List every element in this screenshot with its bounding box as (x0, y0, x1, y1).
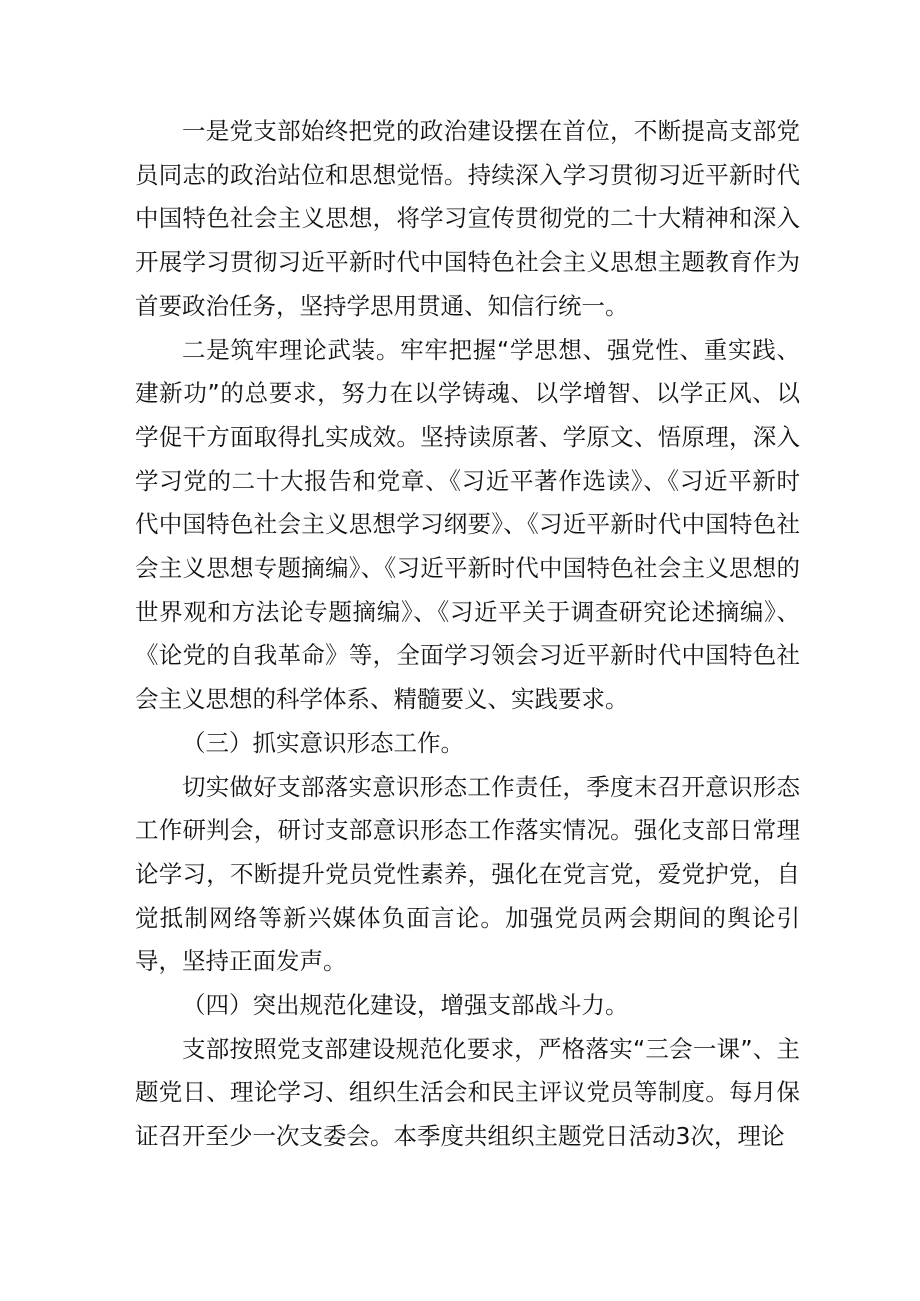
paragraph-standardization: 支部按照党支部建设规范化要求，严格落实“三会一课”、主题党日、理论学习、组织生活会和民主评议党员等制度。每月保证召开至少一次支委会。本季度共组织主题党日活动3次，理论 (135, 1034, 800, 1151)
document-body (135, 110, 800, 1159)
paragraph-ideology-work: 切实做好支部落实意识形态工作责任，季度末召开意识形态工作研判会，研讨支部意识形态工作落实情况。强化支部日常理论学习，不断提升党员党性素养，强化在党言党，爱党护党，自觉抵制网络等新兴媒体负面言论。加强党员两会期间的舆论引导，坚持正面发声。 (135, 772, 800, 976)
heading-standardization: （四）突出规范化建设，增强支部战斗力。 (182, 991, 629, 1020)
paragraph-theoretical-armament: 二是筑牢理论武装。牢牢把握“学思想、强党性、重实践、建新功”的总要求，努力在以学铸魂、以学增智、以学正风、以学促干方面取得扎实成效。坚持读原著、学原文、悟原理，深入学习党的二十大报告和党章、《习近平著作选读》、《习近平新时代中国特色社会主义思想学习纲要》、《习近平新时代中国特色社会主义思想专题摘编》、《习近平新时代中国特色社会主义思想的世界观和方法论专题摘编》、《习近平关于调查研究论述摘编》、《论党的自我革命》等，全面学习领会习近平新时代中国特色社会主义思想的科学体系、精髓要义、实践要求。 (135, 335, 800, 714)
heading-ideology-work: （三）抓实意识形态工作。 (182, 728, 464, 757)
paragraph-political-construction: 一是党支部始终把党的政治建设摆在首位，不断提高支部党员同志的政治站位和思想觉悟。持续深入学习贯彻习近平新时代中国特色社会主义思想，将学习宣传贯彻党的二十大精神和深入开展学习贯彻习近平新时代中国特色社会主义思想主题教育作为首要政治任务，坚持学思用贯通、知信行统一。 (135, 117, 800, 320)
